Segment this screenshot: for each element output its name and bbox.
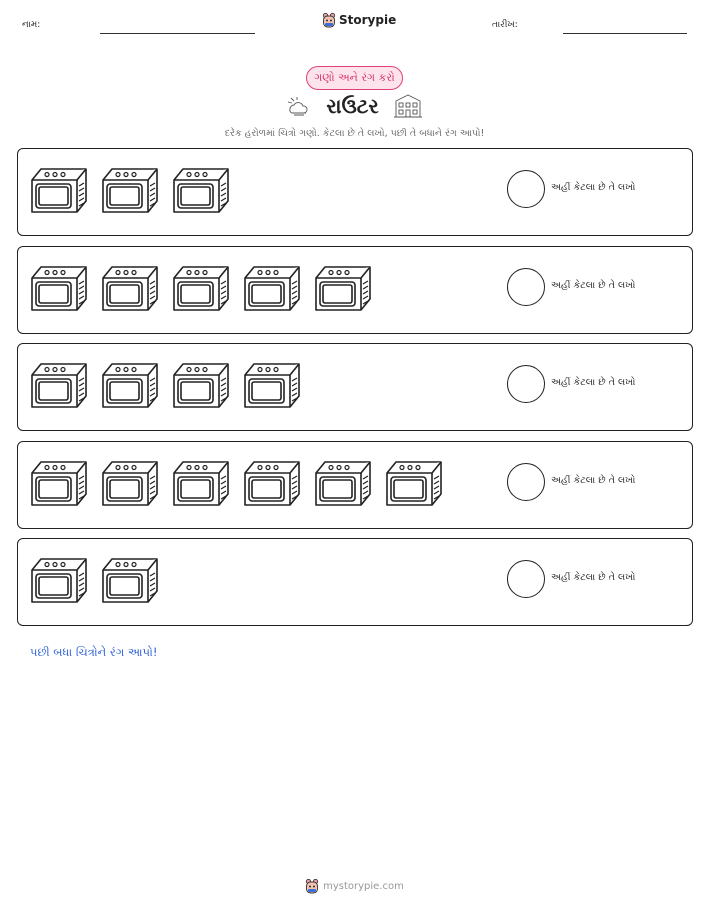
worksheet-header xyxy=(0,0,709,50)
oven-group xyxy=(30,555,159,605)
date-write-line[interactable] xyxy=(563,33,687,34)
oven-group xyxy=(30,458,443,508)
oven-icon[interactable] xyxy=(243,360,301,410)
answer-label: અહીં કેટલા છે તે લખો xyxy=(551,377,636,388)
answer-circle[interactable] xyxy=(507,560,545,598)
oven-icon[interactable] xyxy=(30,555,88,605)
oven-group xyxy=(30,263,372,313)
oven-icon[interactable] xyxy=(30,458,88,508)
answer-label: અહીં કેટલા છે તે લખો xyxy=(551,572,636,583)
oven-icon[interactable] xyxy=(172,263,230,313)
oven-icon[interactable] xyxy=(30,360,88,410)
oven-icon[interactable] xyxy=(101,458,159,508)
instructions: દરેક હરોળમાં ચિત્રો ગણો. કેટલા છે તે લખો, પછી તે બધાને રંગ આપો! xyxy=(224,128,485,139)
oven-icon[interactable] xyxy=(101,263,159,313)
answer-label: અહીં કેટલા છે તે લખો xyxy=(551,182,636,193)
footer-website: mystorypie.com xyxy=(323,880,404,892)
footer xyxy=(0,878,709,894)
counting-row xyxy=(17,246,693,334)
title-row xyxy=(0,93,709,119)
answer-circle[interactable] xyxy=(507,268,545,306)
oven-icon[interactable] xyxy=(314,263,372,313)
color-instruction: પછી બધા ચિત્રોને રંગ આપો! xyxy=(30,645,158,659)
answer-circle[interactable] xyxy=(507,170,545,208)
oven-icon[interactable] xyxy=(30,165,88,215)
cloud-sun-icon xyxy=(286,96,312,116)
counting-row xyxy=(17,441,693,529)
name-write-line[interactable] xyxy=(100,33,255,34)
answer-label: અહીં કેટલા છે તે લખો xyxy=(551,475,636,486)
oven-group xyxy=(30,165,230,215)
answer-circle[interactable] xyxy=(507,365,545,403)
date-label: તારીખ: xyxy=(492,20,518,30)
oven-icon[interactable] xyxy=(172,360,230,410)
oven-icon[interactable] xyxy=(172,165,230,215)
oven-icon[interactable] xyxy=(101,555,159,605)
brand-name: Storypie xyxy=(339,13,397,27)
oven-icon[interactable] xyxy=(243,458,301,508)
counting-row xyxy=(17,148,693,236)
answer-circle[interactable] xyxy=(507,463,545,501)
building-icon xyxy=(393,93,423,119)
oven-icon[interactable] xyxy=(101,165,159,215)
counting-row xyxy=(17,343,693,431)
answer-label: અહીં કેટલા છે તે લખો xyxy=(551,280,636,291)
oven-icon[interactable] xyxy=(172,458,230,508)
oven-icon[interactable] xyxy=(385,458,443,508)
oven-group xyxy=(30,360,301,410)
oven-icon[interactable] xyxy=(243,263,301,313)
storypie-logo-icon xyxy=(305,878,319,894)
activity-badge: ગણો અને રંગ કરો xyxy=(306,66,403,90)
storypie-logo-icon xyxy=(322,12,336,28)
name-label: નામ: xyxy=(22,20,41,30)
page-title: રાઉટર xyxy=(326,94,379,118)
brand xyxy=(322,12,396,28)
oven-icon[interactable] xyxy=(101,360,159,410)
oven-icon[interactable] xyxy=(314,458,372,508)
oven-icon[interactable] xyxy=(30,263,88,313)
counting-row xyxy=(17,538,693,626)
